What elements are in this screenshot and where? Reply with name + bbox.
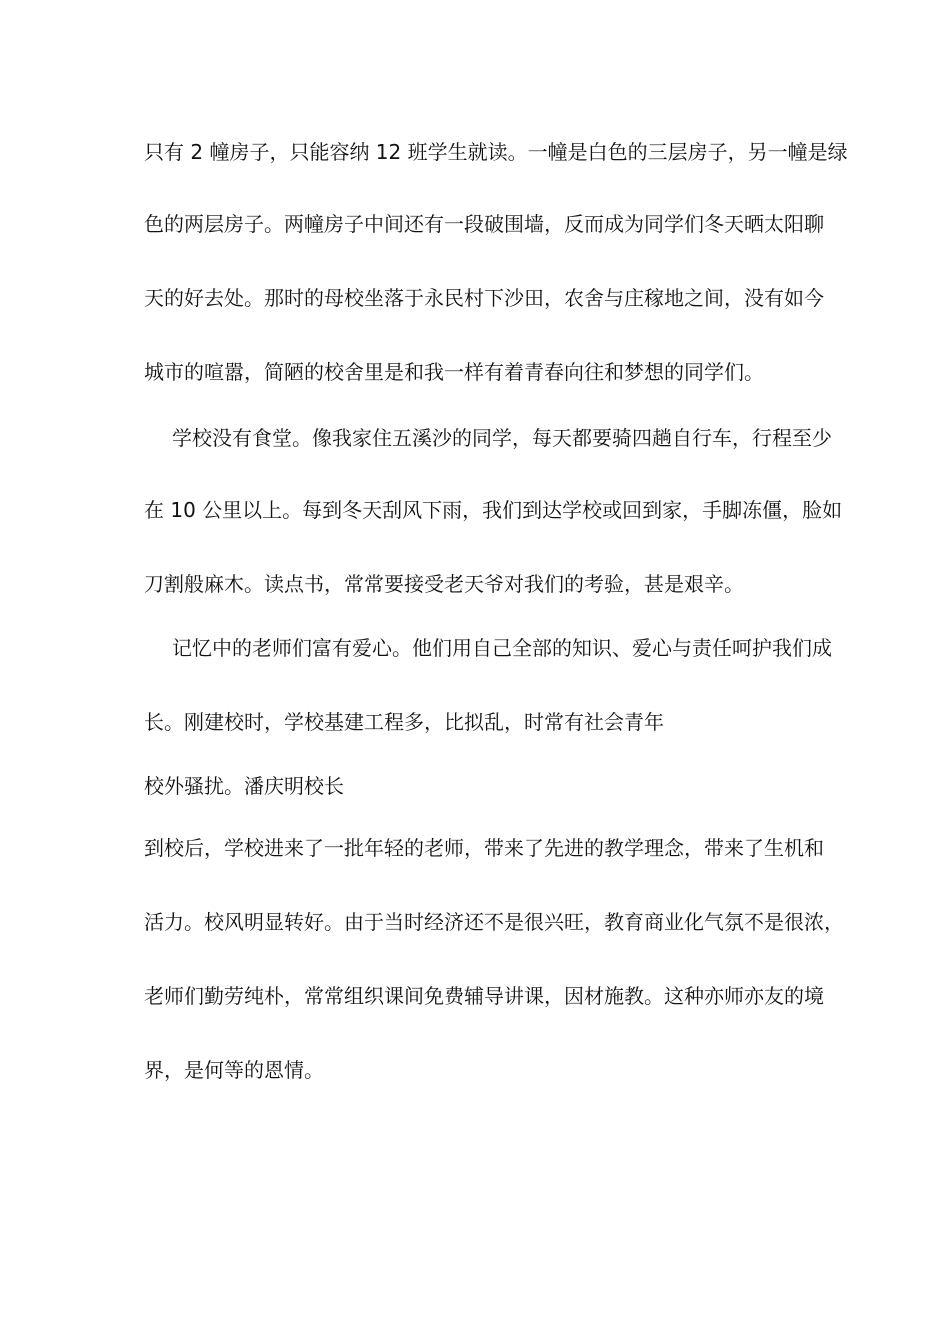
paragraph-line-2: 色的两层房子。两幢房子中间还有一段破围墙，反而成为同学们冬天晒太阳聊 xyxy=(144,212,824,236)
paragraph-line-3: 天的好去处。那时的母校坐落于永民村下沙田，农舍与庄稼地之间，没有如今 xyxy=(144,286,824,310)
paragraph-line-8: 记忆中的老师们富有爱心。他们用自己全部的知识、爱心与责任呵护我们成 xyxy=(172,636,832,660)
paragraph-line-5: 学校没有食堂。像我家住五溪沙的同学，每天都要骑四趟自行车，行程至少 xyxy=(172,426,832,450)
paragraph-line-9: 长。刚建校时，学校基建工程多，比拟乱，时常有社会青年 xyxy=(144,710,664,734)
paragraph-line-14: 界，是何等的恩情。 xyxy=(144,1058,324,1082)
paragraph-line-13: 老师们勤劳纯朴，常常组织课间免费辅导讲课，因材施教。这种亦师亦友的境 xyxy=(144,984,824,1008)
paragraph-line-12: 活力。校风明显转好。由于当时经济还不是很兴旺，教育商业化气氛不是很浓， xyxy=(144,910,844,934)
paragraph-line-1: 只有 2 幢房子，只能容纳 12 班学生就读。一幢是白色的三层房子，另一幢是绿 xyxy=(144,140,848,164)
paragraph-line-4: 城市的喧嚣，简陋的校舍里是和我一样有着青春向往和梦想的同学们。 xyxy=(144,360,764,384)
paragraph-line-6: 在 10 公里以上。每到冬天刮风下雨，我们到达学校或回到家，手脚冻僵，脸如 xyxy=(144,498,843,522)
paragraph-line-7: 刀割般麻木。读点书，常常要接受老天爷对我们的考验，甚是艰辛。 xyxy=(144,572,744,596)
paragraph-line-10: 校外骚扰。潘庆明校长 xyxy=(144,774,344,798)
paragraph-line-11: 到校后，学校进来了一批年轻的老师，带来了先进的教学理念，带来了生机和 xyxy=(144,836,824,860)
